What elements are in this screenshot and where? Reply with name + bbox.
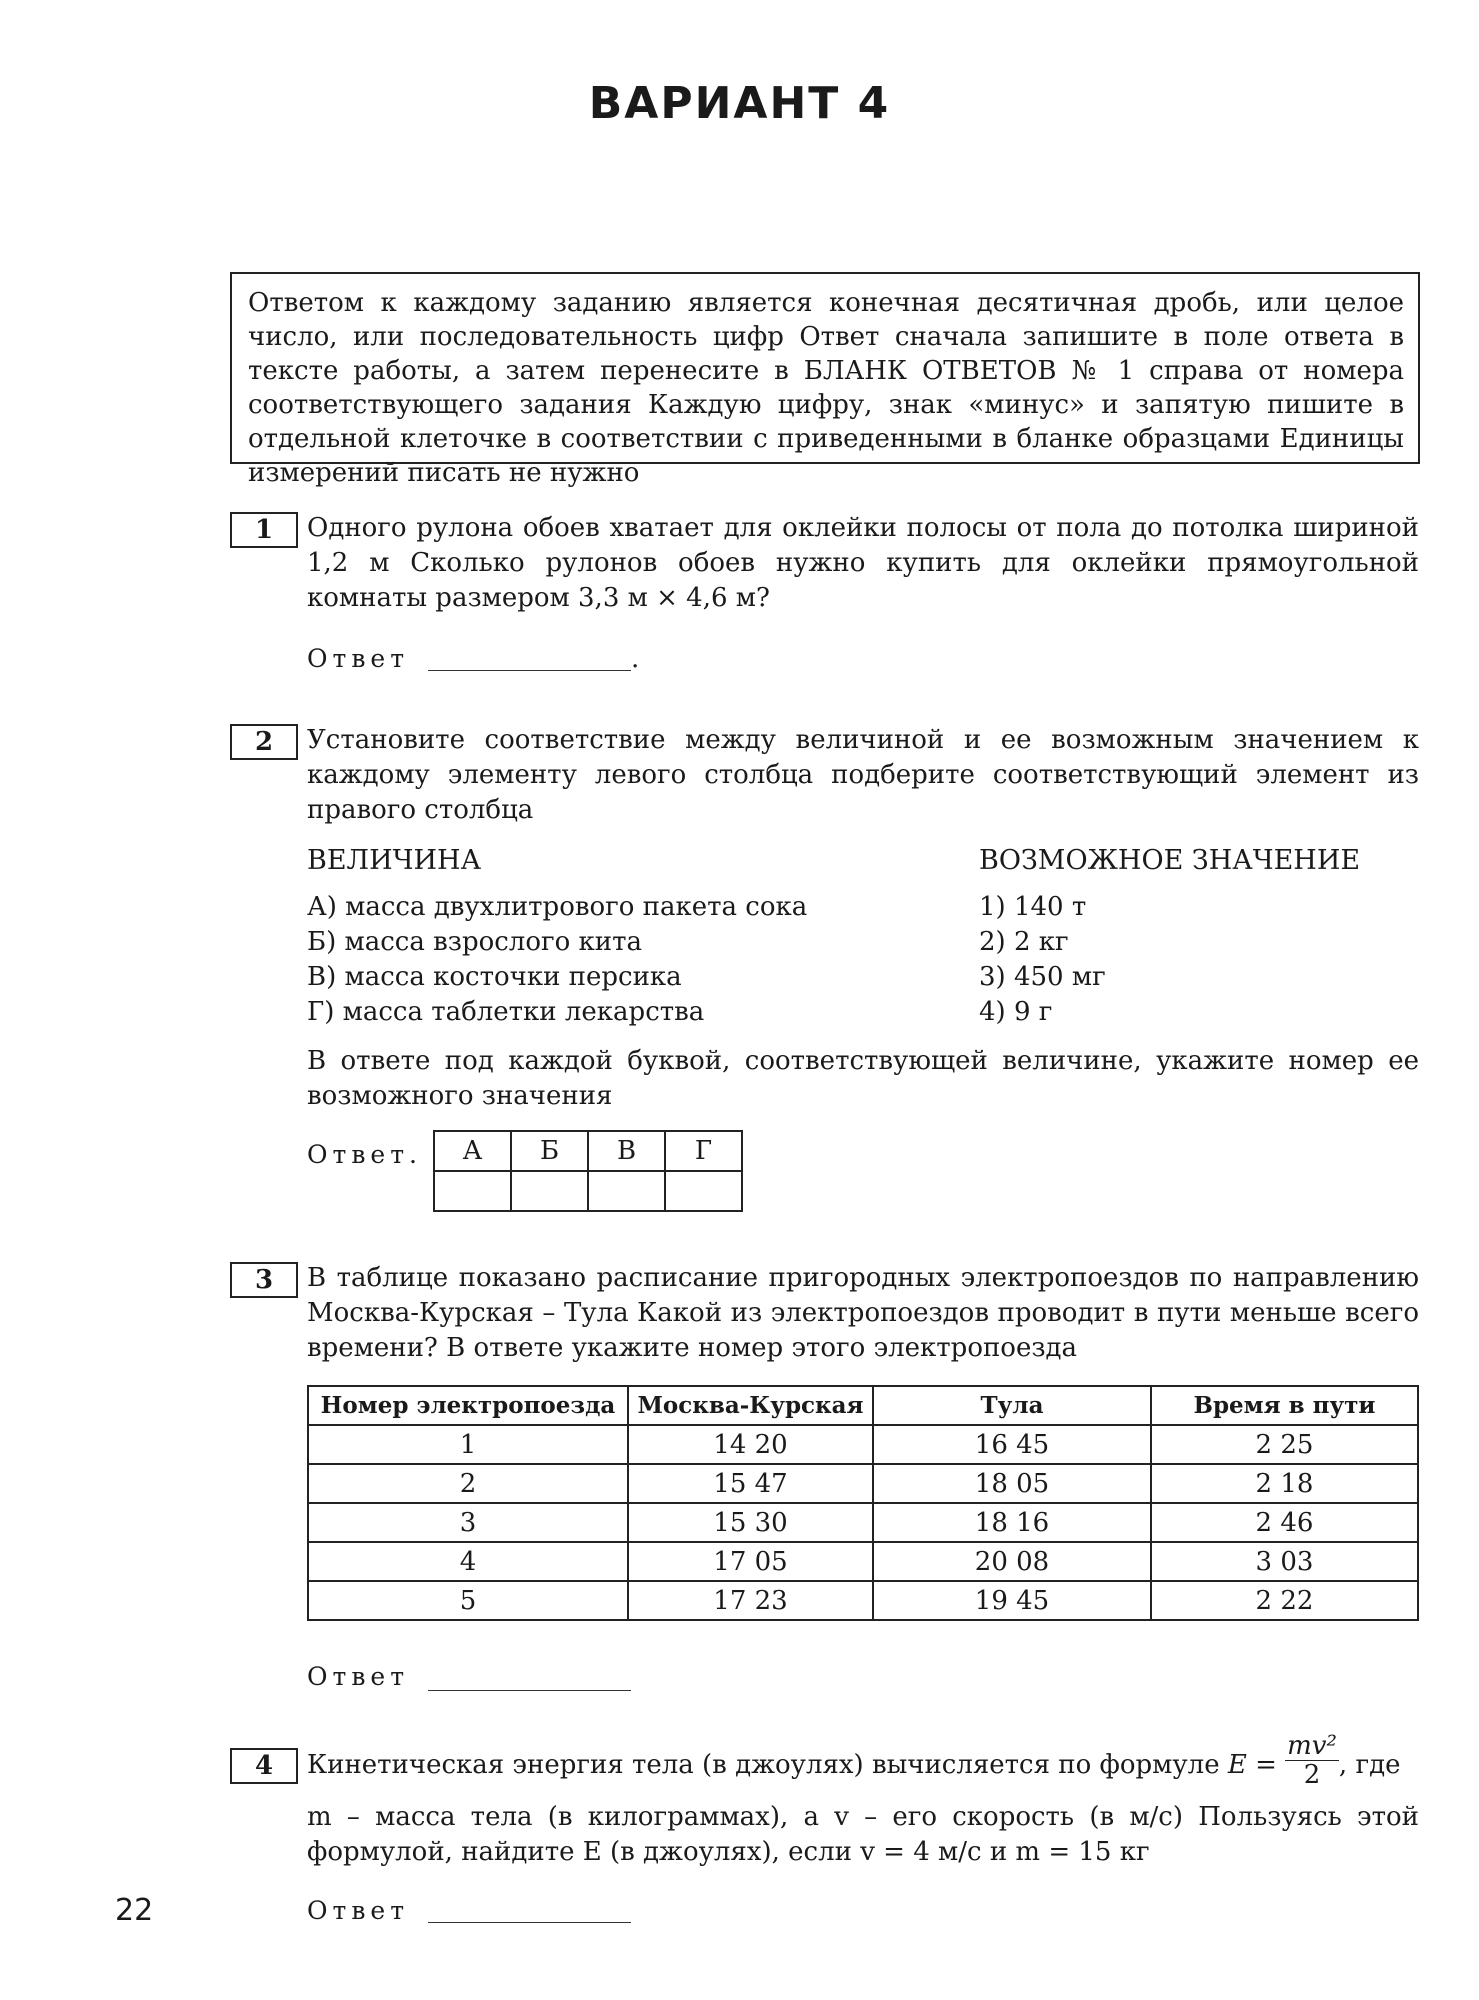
- task-2-text: Установите соответствие между величиной и ее возможным значением к каждому элементу левого столбца подберите соответствующий элемент из правого столбца: [307, 725, 1419, 825]
- table-cell: 2: [308, 1464, 628, 1503]
- table-row: [308, 1542, 1418, 1581]
- task-2-right-item: 2) 2 кг: [979, 927, 1069, 957]
- table-header: Время в пути: [1151, 1386, 1418, 1425]
- task-4-answer-line[interactable]: [428, 1922, 631, 1923]
- answer-input-cell[interactable]: [434, 1171, 511, 1211]
- table-cell: 2 46: [1151, 1503, 1418, 1542]
- table-row: [308, 1425, 1418, 1464]
- task-2-right-item: 1) 140 т: [979, 892, 1087, 922]
- formula-fraction: [1285, 1732, 1339, 1789]
- task-1-answer-end: .: [631, 644, 640, 674]
- task-2-right-item: 4) 9 г: [979, 997, 1053, 1027]
- task-4-number: 4: [230, 1748, 298, 1784]
- table-cell: 3 03: [1151, 1542, 1418, 1581]
- formula-lhs: E =: [1227, 1750, 1277, 1780]
- table-header: Тула: [873, 1386, 1151, 1425]
- task-1-text: Одного рулона обоев хватает для оклейки полосы от пола до потолка шириной 1,2 м Сколько рулонов обоев нужно купить для оклейки прямоугольной комнаты размером 3,3 м × 4,6 м?: [307, 513, 1419, 613]
- answer-input-cell[interactable]: [588, 1171, 665, 1211]
- task-2-answer-label: Ответ.: [307, 1140, 422, 1169]
- table-cell: 19 45: [873, 1581, 1151, 1620]
- task-3-answer-line[interactable]: [428, 1690, 631, 1691]
- table-cell: 18 16: [873, 1503, 1151, 1542]
- task-4-text-after-formula: , где: [1338, 1750, 1401, 1780]
- table-cell: 16 45: [873, 1425, 1151, 1464]
- table-cell: 15 47: [628, 1464, 873, 1503]
- task-2-answer-table: [433, 1130, 743, 1212]
- task-2-left-item: Б) масса взрослого кита: [307, 927, 642, 957]
- task-2-note: В ответе под каждой буквой, соответствующей величине, укажите номер ее возможного значения: [307, 1046, 1419, 1111]
- task-2-number: 2: [230, 724, 298, 760]
- task-2-left-header: ВЕЛИЧИНА: [307, 845, 482, 876]
- table-cell: 5: [308, 1581, 628, 1620]
- formula-denominator: 2: [1303, 1759, 1321, 1790]
- table-header: Номер электропоезда: [308, 1386, 628, 1425]
- table-cell: 17 05: [628, 1542, 873, 1581]
- page-number: 22: [115, 1893, 154, 1928]
- task-2-left-item: В) масса косточки персика: [307, 962, 682, 992]
- task-1-answer-label: Ответ: [307, 644, 410, 673]
- task-4-answer-label: Ответ: [307, 1896, 410, 1925]
- task-3-answer-label: Ответ: [307, 1662, 410, 1691]
- task-1-answer-line[interactable]: [428, 670, 631, 671]
- task-2-right-header: ВОЗМОЖНОЕ ЗНАЧЕНИЕ: [979, 845, 1361, 876]
- task-2-right-item: 3) 450 мг: [979, 962, 1106, 992]
- table-cell: 2 22: [1151, 1581, 1418, 1620]
- table-row: [308, 1581, 1418, 1620]
- table-cell: 17 23: [628, 1581, 873, 1620]
- answer-letter-cell: Г: [665, 1131, 742, 1171]
- task-2-left-item: Г) масса таблетки лекарства: [307, 997, 705, 1027]
- table-cell: 2 18: [1151, 1464, 1418, 1503]
- task-3-text: В таблице показано расписание пригородных электропоездов по направлению Москва-Курская – Тула Какой из электропоездов проводит в пути меньше всего времени? В ответе укажите номер этого электропоезда: [307, 1263, 1419, 1363]
- task-4-first-line: [307, 1730, 1419, 1795]
- table-cell: 1: [308, 1425, 628, 1464]
- table-cell: 20 08: [873, 1542, 1151, 1581]
- table-cell: 2 25: [1151, 1425, 1418, 1464]
- task-1-number: 1: [230, 512, 298, 548]
- table-cell: 18 05: [873, 1464, 1151, 1503]
- answer-input-cell[interactable]: [511, 1171, 588, 1211]
- task-4-text-before: Кинетическая энергия тела (в джоулях) вычисляется по формуле: [307, 1750, 1220, 1780]
- instructions-box: Ответом к каждому заданию является конечная десятичная дробь, или целое число, или последовательность цифр Ответ сначала запишите в поле ответа в тексте работы, а затем перенесите в БЛАНК ОТВЕТОВ № 1 справа от номера соответствующего задания Каждую цифру, знак «минус» и запятую пишите в отдельной клеточке в соответствии с приведенными в бланке образцами Единицы измерений писать не нужно: [230, 272, 1420, 464]
- table-cell: 14 20: [628, 1425, 873, 1464]
- answer-letter-cell: В: [588, 1131, 665, 1171]
- answer-input-cell[interactable]: [665, 1171, 742, 1211]
- table-row: [308, 1503, 1418, 1542]
- table-cell: 4: [308, 1542, 628, 1581]
- formula-numerator: mv²: [1287, 1730, 1337, 1761]
- schedule-table: [307, 1385, 1419, 1621]
- table-header-row: [308, 1386, 1418, 1425]
- task-4-text: m – масса тела (в килограммах), а v – его скорость (в м/с) Пользуясь этой формулой, найдите E (в джоулях), если v = 4 м/с и m = 15 кг: [307, 1802, 1419, 1867]
- answer-letter-cell: А: [434, 1131, 511, 1171]
- task-3-number: 3: [230, 1262, 298, 1298]
- task-2-left-item: А) масса двухлитрового пакета сока: [307, 892, 808, 922]
- table-cell: 3: [308, 1503, 628, 1542]
- table-header: Москва-Курская: [628, 1386, 873, 1425]
- table-row: [308, 1464, 1418, 1503]
- answer-letter-cell: Б: [511, 1131, 588, 1171]
- page-title: ВАРИАНТ 4: [588, 78, 891, 129]
- table-cell: 15 30: [628, 1503, 873, 1542]
